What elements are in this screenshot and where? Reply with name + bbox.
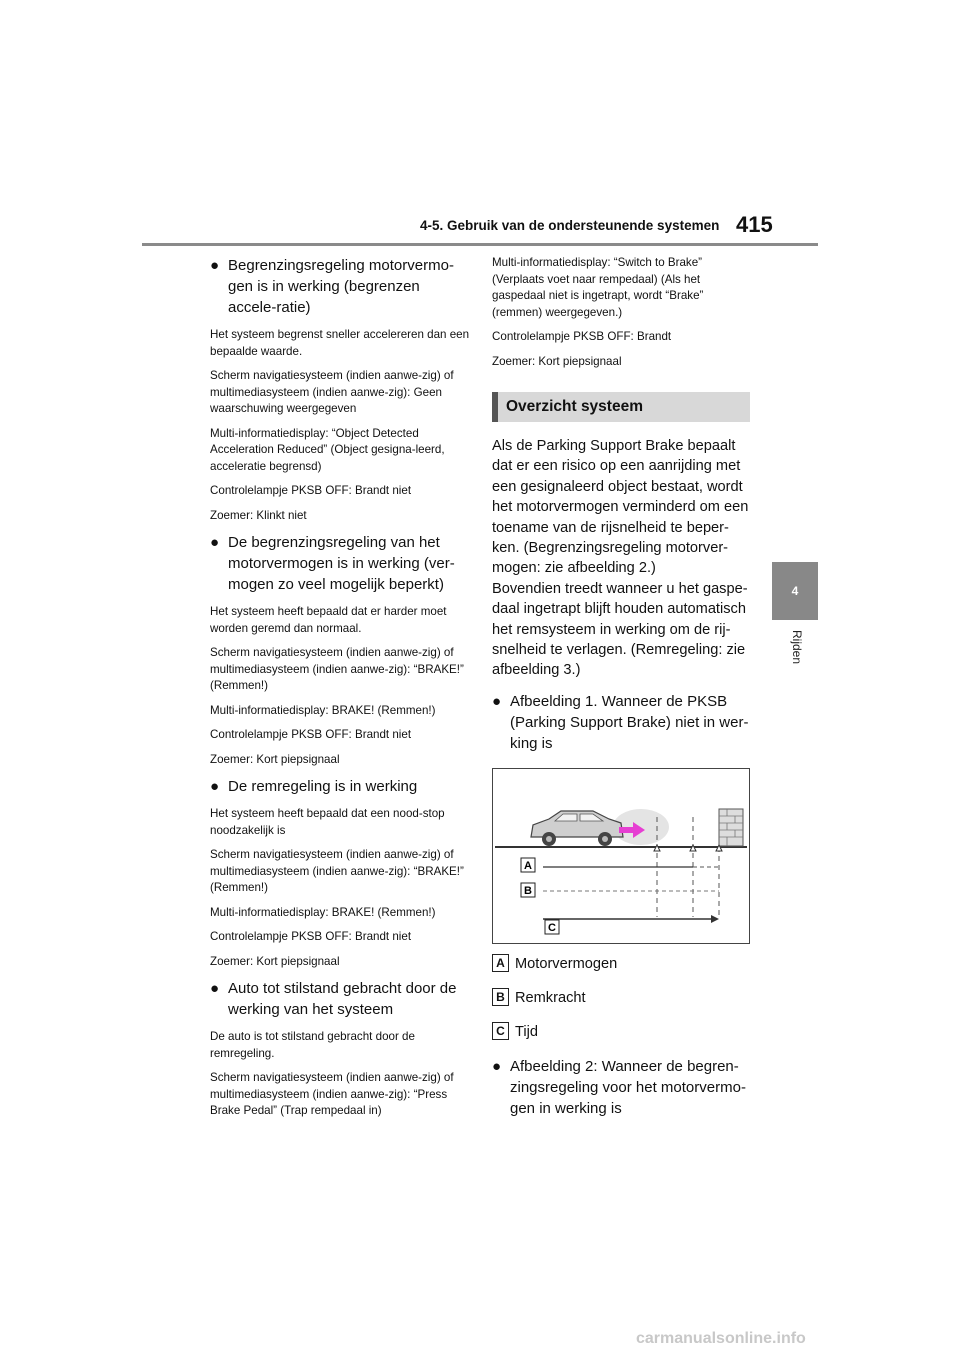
pksb-diagram-svg: [493, 769, 749, 943]
car-icon: [531, 811, 623, 846]
paragraph: Multi-informatiedisplay: BRAKE! (Remmen!): [210, 703, 436, 717]
bullet-heading-text: Auto tot stilstand gebracht door de werking van het systeem: [228, 980, 457, 1018]
bullet-icon: ●: [210, 534, 220, 551]
paragraph: Multi-informatiedisplay: BRAKE! (Remmen!): [210, 905, 436, 919]
bullet-heading-text: Begrenzingsregeling motorvermo-gen is in werking (begrenzen accele-ratie): [228, 257, 454, 316]
paragraph: Het systeem heeft bepaald dat een nood-stop noodzakelijk is: [210, 807, 445, 837]
figure-caption: [492, 1056, 754, 1119]
legend-item-c: [492, 1022, 754, 1042]
time-axis-arrow: [711, 915, 719, 923]
page-number: 415: [736, 212, 773, 237]
paragraph: Zoemer: Klinkt niet: [210, 508, 307, 522]
paragraph: Zoemer: Kort piepsignaal: [210, 954, 340, 968]
watermark: carmanualsonline.info: [636, 1330, 806, 1347]
bullet-heading: [210, 776, 472, 797]
right-column: [492, 255, 754, 1128]
paragraph: Het systeem begrenst sneller accelereren dan een bepaalde waarde.: [210, 328, 470, 358]
paragraph: Multi-informatiedisplay: “Object Detected Acceleration Reduced” (Object gesigna-leerd, acceleratie begrensd): [210, 426, 445, 473]
paragraph: Scherm navigatiesysteem (indien aanwe-zig) of multimediasysteem (indien aanwe-zig): “BRAKE!” (Remmen!): [210, 848, 464, 894]
section-heading: [492, 392, 750, 422]
chapter-title: 4-5. Gebruik van de ondersteunende systemen: [420, 218, 720, 233]
bullet-heading-text: De begrenzingsregeling van het motorvermogen is in werking (ver-mogen zo veel mogelijk beperkt): [228, 534, 455, 593]
paragraph: Scherm navigatiesysteem (indien aanwe-zig) of multimediasysteem (indien aanwe-zig): “BRAKE!” (Remmen!): [210, 646, 464, 692]
wall-icon: [719, 809, 743, 846]
paragraph: Zoemer: Kort piepsignaal: [210, 752, 340, 766]
legend-text-b: Remkracht: [515, 989, 586, 1006]
paragraph: Controlelampje PKSB OFF: Brandt niet: [210, 728, 412, 741]
label-b: B: [524, 884, 532, 897]
bullet-heading: [210, 255, 472, 318]
section-heading-text: Overzicht systeem: [506, 398, 643, 415]
paragraph: Controlelampje PKSB OFF: Brandt niet: [210, 930, 412, 943]
bullet-icon: ●: [210, 257, 220, 274]
body-paragraph: Bovendien treedt wanneer u het gaspe-daal ingetrapt blijft houden automatisch het remsysteem in werking om de rij-snelheid te verlagen. (Remregeling: zie afbeelding 3.): [492, 580, 748, 679]
paragraph: Zoemer: Kort piepsignaal: [492, 354, 622, 368]
bullet-heading-text: De remregeling is in werking: [228, 778, 418, 795]
body-paragraph: Als de Parking Support Brake bepaalt dat er een risico op een aanrijding met een gesignaleerd object bestaat, wordt het motorvermogen verminderd om een toename van de rijsnelheid te beper-ken. (Begrenzingsregeling motorver-mogen: zie afbeelding 2.): [492, 438, 749, 577]
legend-item-a: [492, 954, 754, 974]
header-divider: [142, 243, 818, 246]
legend-text-c: Tijd: [515, 1023, 538, 1040]
left-column: [210, 255, 472, 1128]
bullet-heading: [210, 532, 472, 595]
figure-caption-text: Afbeelding 2: Wanneer de begren-zingsregeling voor het motorvermo-gen in werking is: [510, 1057, 746, 1117]
figure-caption-text: Afbeelding 1. Wanneer de PKSB (Parking Support Brake) niet in wer-king is: [510, 692, 749, 752]
paragraph: Het systeem heeft bepaald dat er harder moet worden geremd dan normaal.: [210, 605, 447, 635]
chapter-tab: 4: [772, 562, 818, 620]
pksb-diagram: [492, 768, 750, 944]
bullet-icon: ●: [492, 692, 502, 710]
bullet-icon: ●: [210, 980, 220, 997]
figure-caption: [492, 691, 754, 754]
paragraph: Scherm navigatiesysteem (indien aanwe-zig) of multimediasysteem (indien aanwe-zig): Geen waarschuwing weergegeven: [210, 369, 454, 415]
bullet-icon: ●: [210, 778, 220, 795]
chapter-tab-label: Rijden: [790, 630, 804, 665]
legend-letter-b: B: [492, 988, 509, 1006]
bullet-icon: ●: [492, 1057, 502, 1075]
legend-text-a: Motorvermogen: [515, 955, 618, 972]
paragraph: Controlelampje PKSB OFF: Brandt niet: [210, 484, 412, 497]
legend-item-b: [492, 988, 754, 1008]
paragraph: De auto is tot stilstand gebracht door de remregeling.: [210, 1030, 415, 1060]
paragraph: Controlelampje PKSB OFF: Brandt: [492, 330, 672, 343]
legend-letter-a: A: [492, 954, 509, 972]
paragraph: Scherm navigatiesysteem (indien aanwe-zig) of multimediasysteem (indien aanwe-zig): “Press Brake Pedal” (Trap rempedaal in): [210, 1071, 454, 1117]
bullet-heading: [210, 978, 472, 1020]
label-a: A: [524, 859, 532, 872]
legend-letter-c: C: [492, 1022, 509, 1040]
label-c: C: [548, 921, 556, 934]
paragraph: Multi-informatiedisplay: “Switch to Brake” (Verplaats voet naar rempedaal) (Als het gaspedaal niet is ingetrapt, wordt “Brake” (remmen) weergegeven.): [492, 256, 704, 319]
